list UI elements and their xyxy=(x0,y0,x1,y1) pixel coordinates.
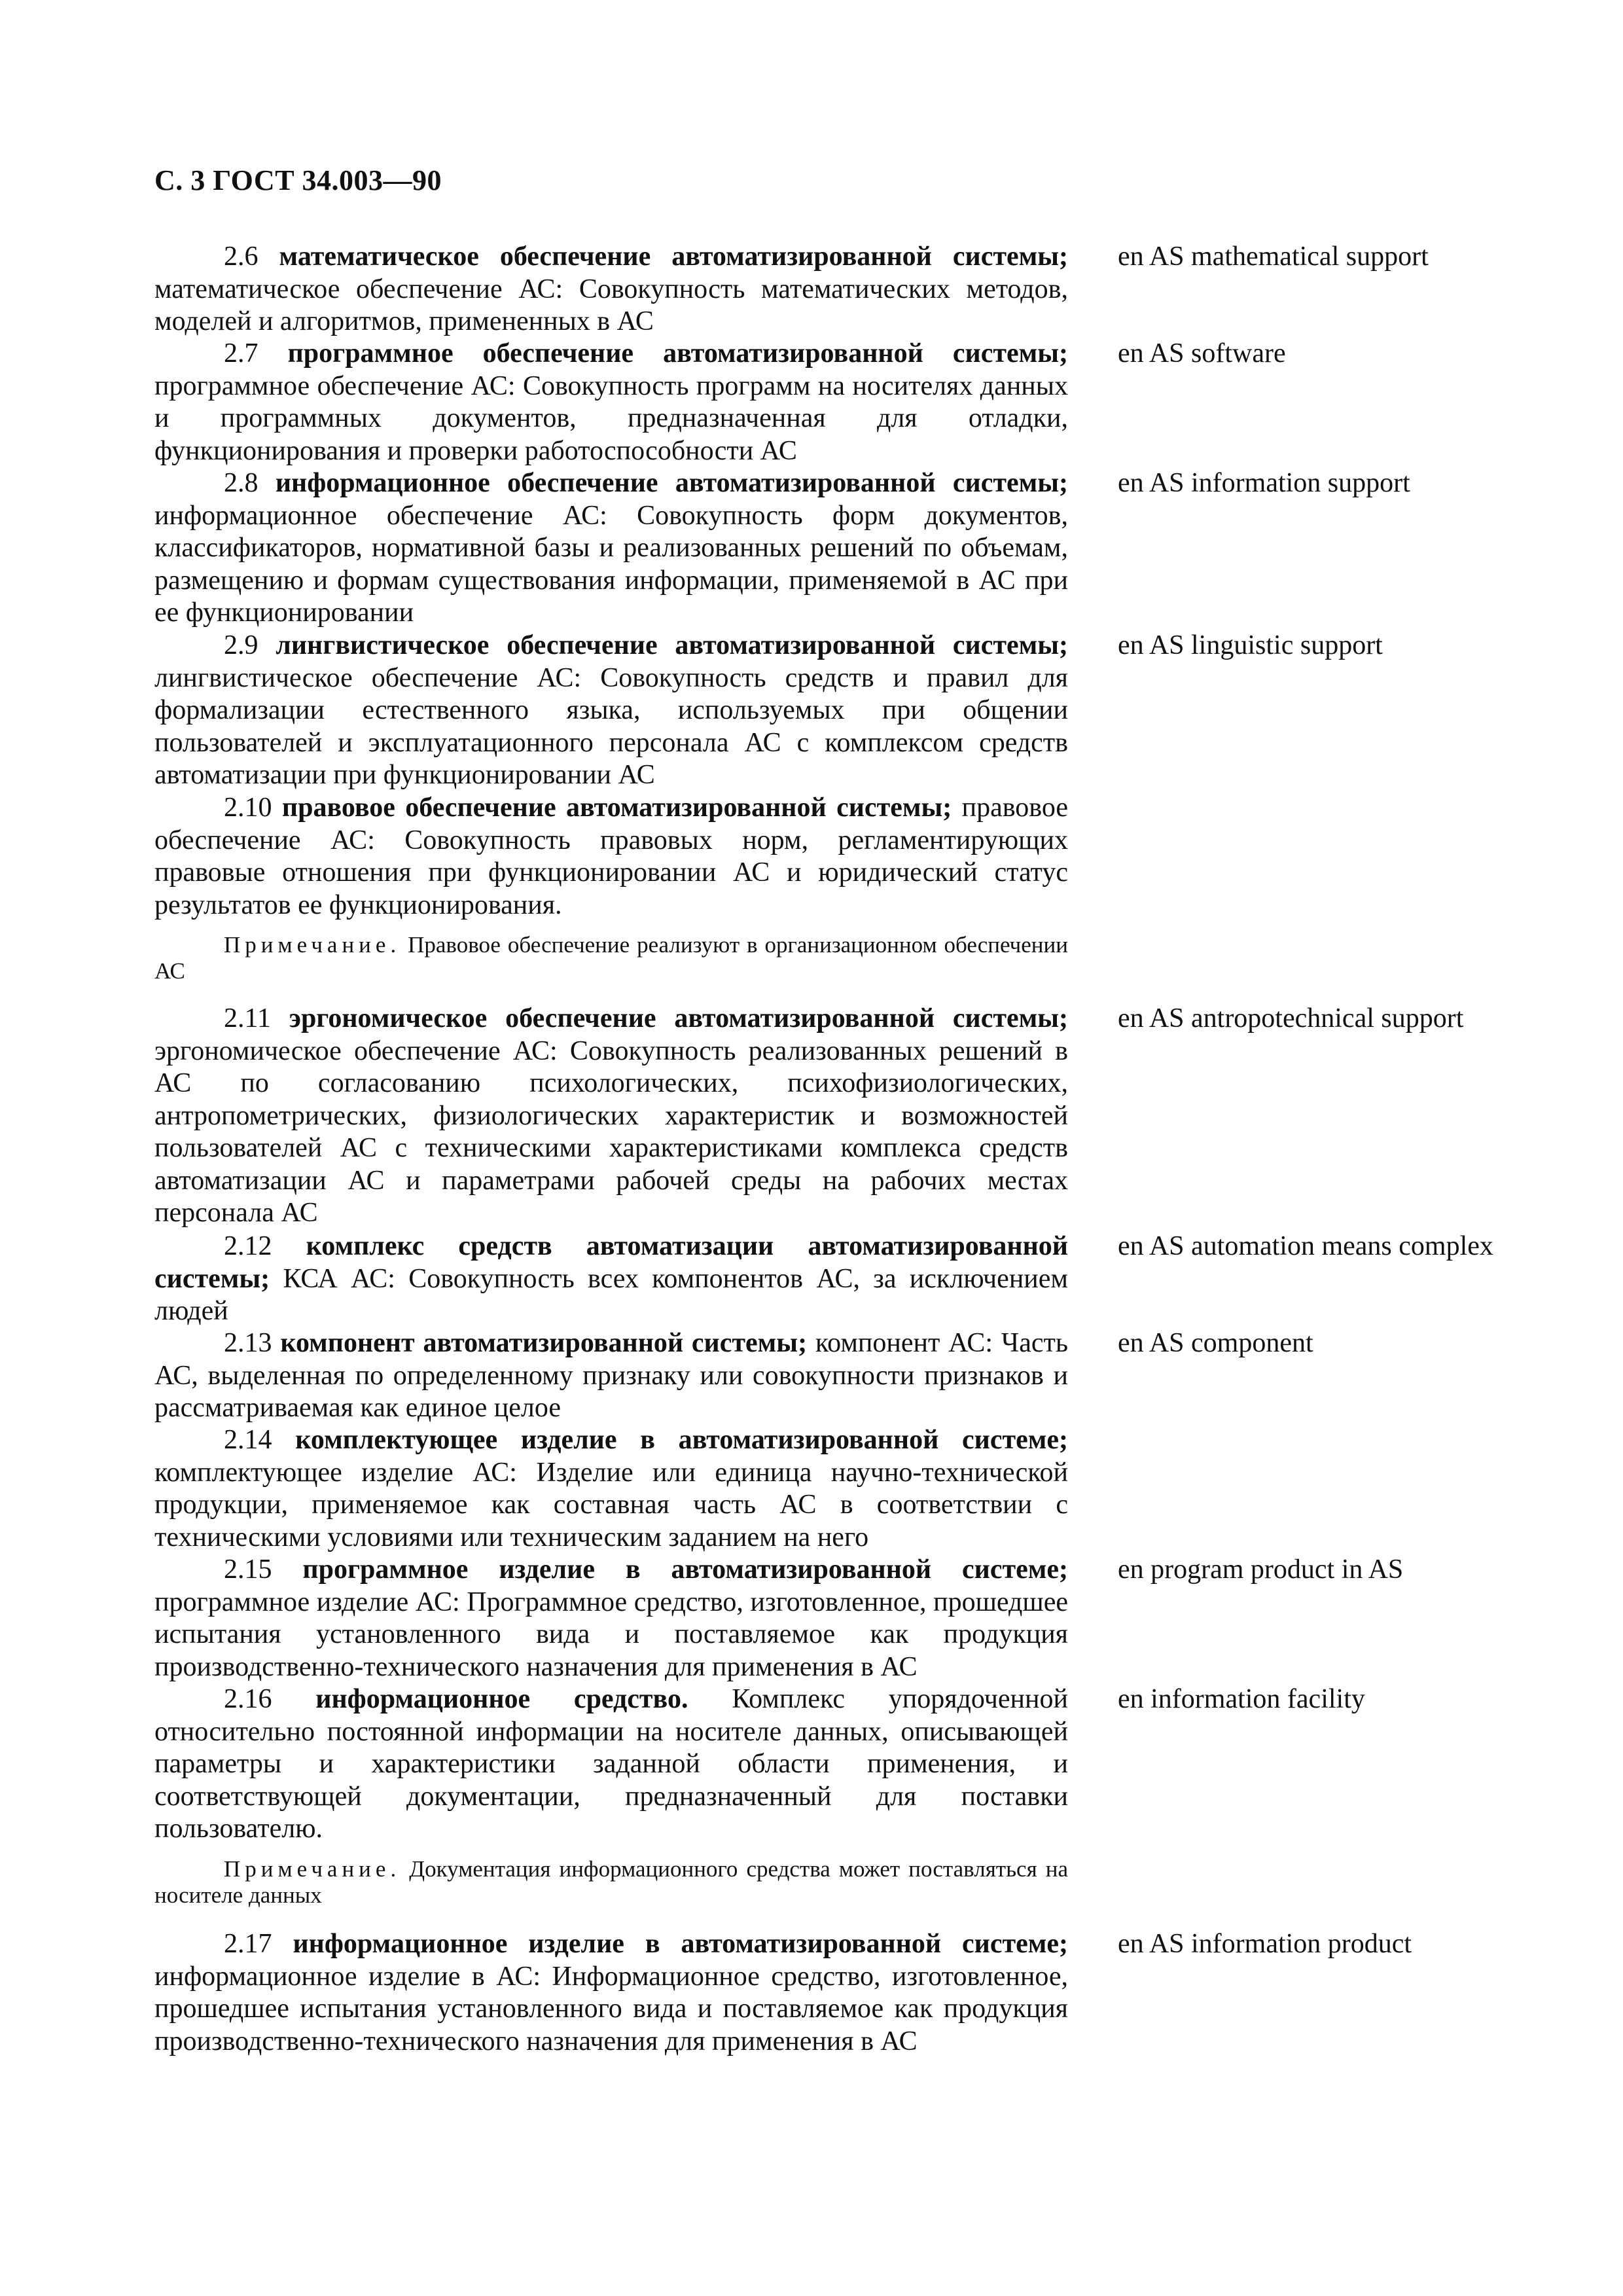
entry-number: 2.16 xyxy=(224,1684,272,1714)
english-equivalent: en AS information support xyxy=(1118,468,1410,498)
english-equivalent: en program product in AS xyxy=(1118,1554,1404,1585)
entry-definition: КСА АС: Совокупность всех компонентов АС, за исключением людей xyxy=(154,1263,1068,1326)
entry-term: правовое обеспечение автоматизированной системы; xyxy=(281,793,952,823)
entry-definition: информационное обеспечение АС: Совокупность форм документов, классификаторов, нормативной базы и реализованных решений по объемам, размещению и формам существования информации, применяемой в АС при ее функционировании xyxy=(154,500,1068,628)
term-entry-2-16 xyxy=(154,1683,1068,1846)
term-entry-2-17 xyxy=(154,1928,1068,2058)
entry-number: 2.15 xyxy=(224,1554,272,1585)
term-entry-2-11 xyxy=(154,1003,1068,1230)
entry-definition: эргономическое обеспечение АС: Совокупность реализованных решений в АС по согласованию психологических, психофизиологических, антропометрических, физиологических характеристик и возможностей пользователей АС с техническими характеристиками комплекса средств автоматизации АС и параметрами рабочей среды на рабочих местах персонала АС xyxy=(154,1035,1068,1228)
entry-term: программное обеспечение автоматизированной системы; xyxy=(287,338,1068,368)
term-entry-2-9 xyxy=(154,630,1068,792)
entry-number: 2.17 xyxy=(224,1929,272,1959)
english-equivalent: en AS antropotechnical support xyxy=(1118,1003,1464,1033)
note-legal-support xyxy=(154,932,1068,984)
entry-definition: комплектующее изделие АС: Изделие или единица научно-технической продукции, применяемое как составная часть АС в соответствии с техническими условиями или техническим заданием на него xyxy=(154,1457,1068,1552)
note-text: Документация информационного средства может поставляться на носителе данных xyxy=(154,1856,1069,1908)
entry-term: компонент автоматизированной системы; xyxy=(280,1328,808,1358)
entry-definition: программное изделие АС: Программное средство, изготовленное, прошедшее испытания установленного вида и поставляемое как продукция производственно-технического назначения для применения в АС xyxy=(154,1587,1068,1682)
entry-number: 2.12 xyxy=(224,1231,272,1261)
entry-definition: информационное изделие в АС: Информационное средство, изготовленное, прошедшее испытания установленного вида и поставляемое как продукция производственно-технического назначения для применения в АС xyxy=(154,1961,1068,2056)
term-entry-2-8 xyxy=(154,467,1068,630)
entry-term: информационное средство. xyxy=(315,1684,688,1714)
term-entry-2-12 xyxy=(154,1230,1068,1328)
note-label: Примечание. xyxy=(224,932,401,958)
entry-term: комплектующее изделие в автоматизированной системе; xyxy=(295,1425,1068,1455)
note-text: Правовое обеспечение реализуют в организационном обеспечении АС xyxy=(154,932,1068,984)
term-entry-2-6 xyxy=(154,241,1068,338)
entry-definition: математическое обеспечение АС: Совокупность математических методов, моделей и алгоритмов, примененных в АС xyxy=(154,274,1068,336)
term-entry-2-7 xyxy=(154,338,1068,467)
entry-term: информационное обеспечение автоматизированной системы; xyxy=(275,468,1068,498)
entry-number: 2.7 xyxy=(224,338,259,368)
english-equivalent: en AS component xyxy=(1118,1328,1313,1358)
entry-number: 2.13 xyxy=(224,1328,272,1358)
entry-number: 2.6 xyxy=(224,242,259,272)
entry-term: лингвистическое обеспечение автоматизированной системы; xyxy=(276,630,1069,660)
english-equivalent: en AS automation means complex xyxy=(1118,1231,1493,1261)
entry-term: эргономическое обеспечение автоматизированной системы; xyxy=(289,1003,1068,1033)
entry-definition: компонент АС: Часть АС, выделенная по определенному признаку или совокупности признаков и рассматриваемая как единое целое xyxy=(154,1328,1068,1423)
entry-number: 2.8 xyxy=(224,468,259,498)
entry-number: 2.14 xyxy=(224,1425,272,1455)
note-information-facility xyxy=(154,1856,1068,1909)
english-equivalent: en AS software xyxy=(1118,338,1286,368)
english-equivalent: en AS linguistic support xyxy=(1118,630,1383,660)
entry-number: 2.11 xyxy=(224,1003,271,1033)
entry-definition: программное обеспечение АС: Совокупность программ на носителях данных и программных документов, предназначенная для отладки, функционирования и проверки работоспособности АС xyxy=(154,370,1068,466)
term-entry-2-15 xyxy=(154,1554,1068,1683)
entry-number: 2.9 xyxy=(224,630,259,660)
entry-number: 2.10 xyxy=(224,793,272,823)
term-entry-2-13 xyxy=(154,1327,1068,1425)
entry-definition: Комплекс упорядоченной относительно постоянной информации на носителе данных, описывающей параметры и характеристики заданной области применения, и соответствующей документации, предназначенный для поставки пользователю. xyxy=(154,1684,1068,1844)
term-entry-2-14 xyxy=(154,1424,1068,1554)
entry-term: комплекс средств автоматизации автоматизированной системы; xyxy=(154,1231,1069,1294)
entry-term: программное изделие в автоматизированной системе; xyxy=(302,1554,1068,1585)
english-equivalent: en information facility xyxy=(1118,1684,1365,1714)
entry-definition: правовое обеспечение АС: Совокупность правовых норм, регламентирующих правовые отношения при функционировании АС и юридический статус результатов ее функционирования. xyxy=(154,793,1069,920)
note-label: Примечание. xyxy=(224,1856,401,1882)
term-entry-2-10 xyxy=(154,792,1068,922)
page-header: С. 3 ГОСТ 34.003—90 xyxy=(154,164,442,196)
english-equivalent: en AS information product xyxy=(1118,1929,1412,1959)
entry-term: математическое обеспечение автоматизированной системы; xyxy=(279,242,1068,272)
entry-definition: лингвистическое обеспечение АС: Совокупность средств и правил для формализации естественного языка, используемых при общении пользователей и эксплуатационного персонала АС с комплексом средств автоматизации при функционировании АС xyxy=(154,662,1068,790)
english-equivalent: en AS mathematical support xyxy=(1118,242,1429,272)
entry-term: информационное изделие в автоматизированной системе; xyxy=(293,1929,1069,1959)
